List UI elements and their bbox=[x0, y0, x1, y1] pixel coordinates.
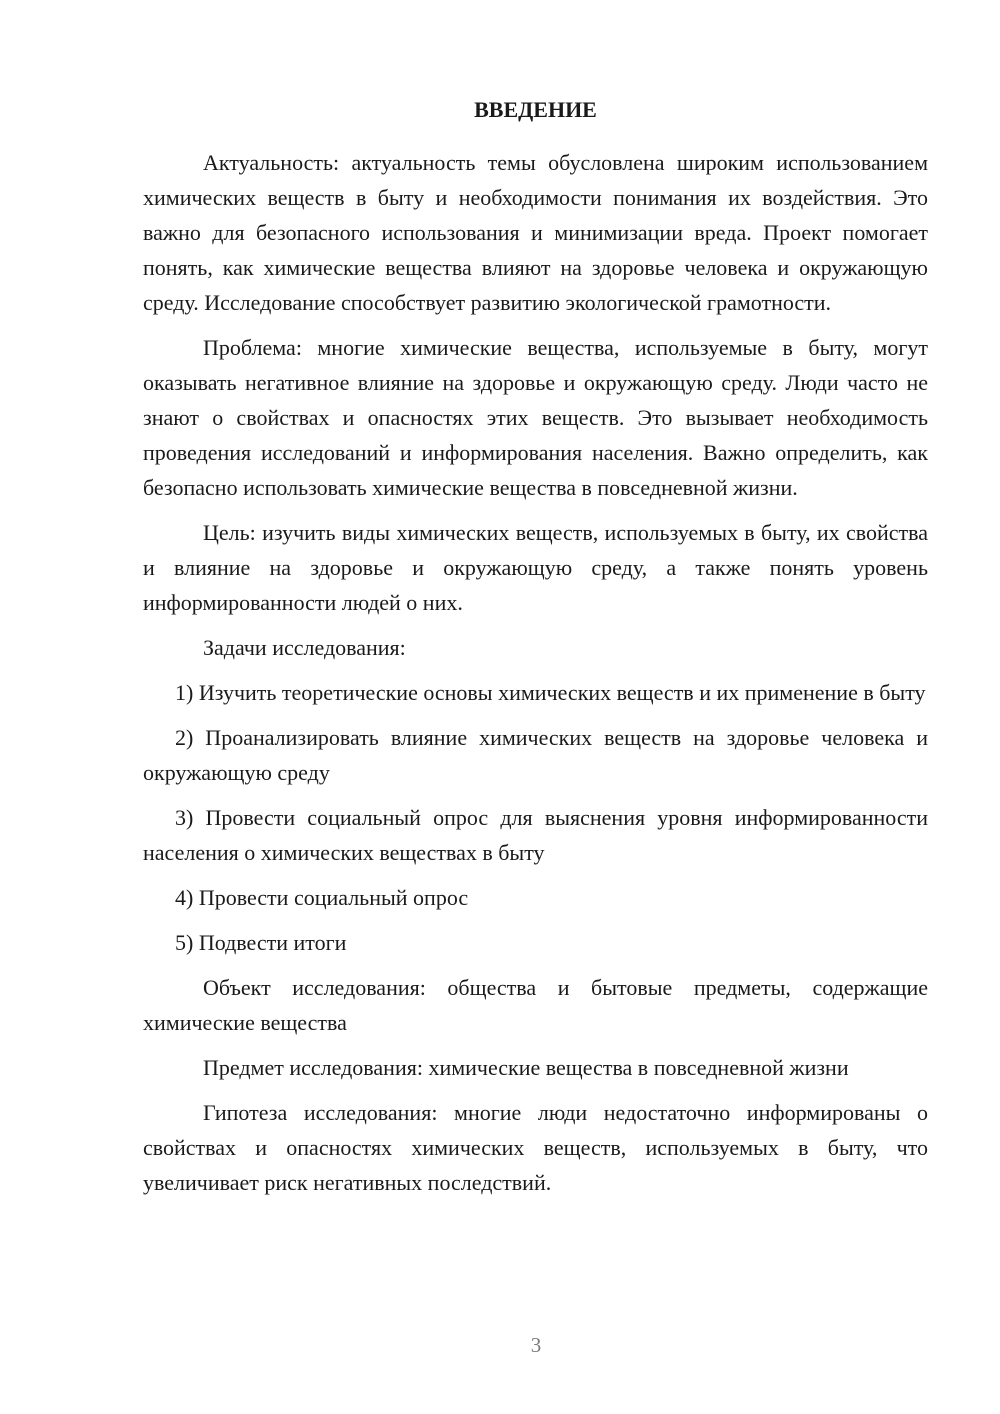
paragraph-hypothesis: Гипотеза исследования: многие люди недостаточно информированы о свойствах и опасностях химических веществ, используемых в быту, что увеличивает риск негативных последствий. bbox=[143, 1100, 928, 1195]
paragraph-relevance: Актуальность: актуальность темы обусловлена широким использованием химических веществ в быту и необходимости понимания их воздействия. Это важно для безопасного использования и минимизации вреда. Проект помогает понять, как химические вещества влияют на здоровье человека и окружающую среду. Исследование способствует развитию экологической грамотности. bbox=[143, 150, 928, 315]
document-page bbox=[143, 92, 928, 1210]
paragraph-tasks-heading: Задачи исследования: bbox=[203, 635, 406, 660]
task-item-5: 5) Подвести итоги bbox=[175, 930, 347, 955]
task-item-3: 3) Провести социальный опрос для выяснения уровня информированности населения о химических веществах в быту bbox=[143, 805, 928, 865]
task-item-2: 2) Проанализировать влияние химических веществ на здоровье человека и окружающую среду bbox=[143, 725, 928, 785]
task-item-1: 1) Изучить теоретические основы химических веществ и их применение в быту bbox=[175, 680, 926, 705]
paragraph-object: Объект исследования: общества и бытовые предметы, содержащие химические вещества bbox=[143, 975, 928, 1035]
page-title: ВВЕДЕНИЕ bbox=[474, 97, 597, 122]
paragraph-subject: Предмет исследования: химические вещества в повседневной жизни bbox=[203, 1055, 849, 1080]
paragraph-goal: Цель: изучить виды химических веществ, используемых в быту, их свойства и влияние на здоровье и окружающую среду, а также понять уровень информированности людей о них. bbox=[143, 520, 928, 615]
paragraph-problem: Проблема: многие химические вещества, используемые в быту, могут оказывать негативное влияние на здоровье и окружающую среду. Люди часто не знают о свойствах и опасностях этих веществ. Это вызывает необходимость проведения исследований и информирования населения. Важно определить, как безопасно использовать химические вещества в повседневной жизни. bbox=[143, 335, 928, 500]
page-number: 3 bbox=[530, 1333, 542, 1357]
task-item-4: 4) Провести социальный опрос bbox=[175, 885, 469, 910]
